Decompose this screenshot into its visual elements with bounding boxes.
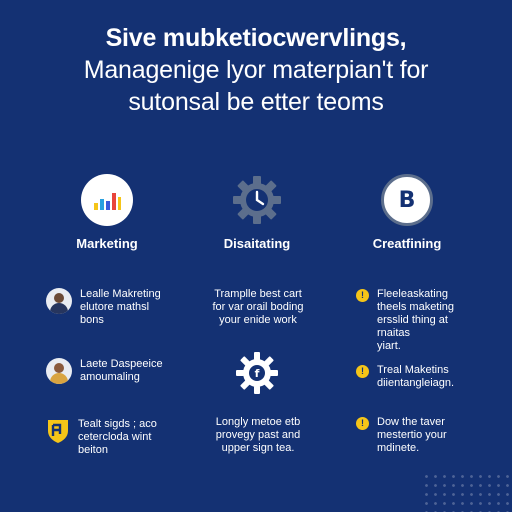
- item-text: provegy past and: [215, 429, 301, 441]
- shield-icon: [46, 418, 70, 444]
- item-text: for var orail boding: [212, 301, 304, 313]
- item-text: Treal Maketins: [377, 364, 449, 376]
- avatar: [46, 358, 72, 384]
- item-text: Lealle Makreting: [80, 288, 161, 300]
- list-item[interactable]: [356, 416, 447, 455]
- item-text: ersslid thing at: [377, 314, 448, 326]
- feature-marketing[interactable]: [32, 174, 182, 251]
- item-text: diientangleiagn.: [377, 377, 455, 389]
- headline-line-1: Sive mubketiocwervlings,: [105, 24, 407, 52]
- info-dot-icon: !: [356, 365, 369, 378]
- item-text: yiart.: [377, 340, 401, 352]
- decorative-dots: [422, 472, 512, 512]
- info-dot-icon: !: [356, 417, 369, 430]
- avatar: [46, 288, 72, 314]
- bar-chart-icon: [81, 174, 133, 226]
- list-item[interactable]: [46, 358, 163, 384]
- item-text: Tramplle best cart: [214, 288, 302, 300]
- headline: [0, 22, 512, 118]
- item-text: mestertio your: [377, 429, 447, 441]
- list-item[interactable]: [356, 364, 454, 390]
- list-item[interactable]: [356, 288, 454, 353]
- list-item[interactable]: [46, 418, 157, 457]
- item-text: Fleeleaskating: [377, 288, 448, 300]
- headline-line-3: sutonsal be etter teoms: [128, 88, 384, 116]
- item-text: theels maketing: [377, 301, 455, 313]
- feature-label: Creatfining: [372, 236, 442, 251]
- list-item[interactable]: [46, 288, 161, 327]
- gear-clock-icon: [231, 174, 283, 226]
- item-text: Laete Daspeeice: [80, 358, 163, 370]
- item-text: your enide work: [219, 314, 297, 326]
- feature-label: Disaitating: [223, 236, 291, 251]
- item-text: Dow the taver: [377, 416, 445, 428]
- feature-creatfining[interactable]: [332, 174, 482, 251]
- item-text: rnaitas: [377, 327, 411, 339]
- svg-text:f: f: [254, 367, 260, 380]
- feature-disaitating[interactable]: [182, 174, 332, 251]
- item-text: cetercloda wint: [78, 431, 152, 443]
- item-text: elutore mathsl: [80, 301, 150, 313]
- item-text: mdinete.: [377, 442, 420, 454]
- center-text-block: [193, 416, 323, 455]
- center-text-block: [193, 288, 323, 327]
- item-text: amoumaling: [80, 371, 140, 383]
- item-text: Tealt sigds ; aco: [78, 418, 157, 430]
- item-text: Longly metoe etb: [215, 416, 301, 428]
- item-text: upper sign tea.: [221, 442, 295, 454]
- gear-icon: [236, 352, 278, 394]
- letter-b-icon: B: [381, 174, 433, 226]
- item-text: beiton: [78, 444, 108, 456]
- info-dot-icon: !: [356, 289, 369, 302]
- headline-line-2: Managenige lyor materpian't for: [83, 56, 429, 84]
- item-text: bons: [80, 314, 104, 326]
- feature-label: Marketing: [76, 236, 138, 251]
